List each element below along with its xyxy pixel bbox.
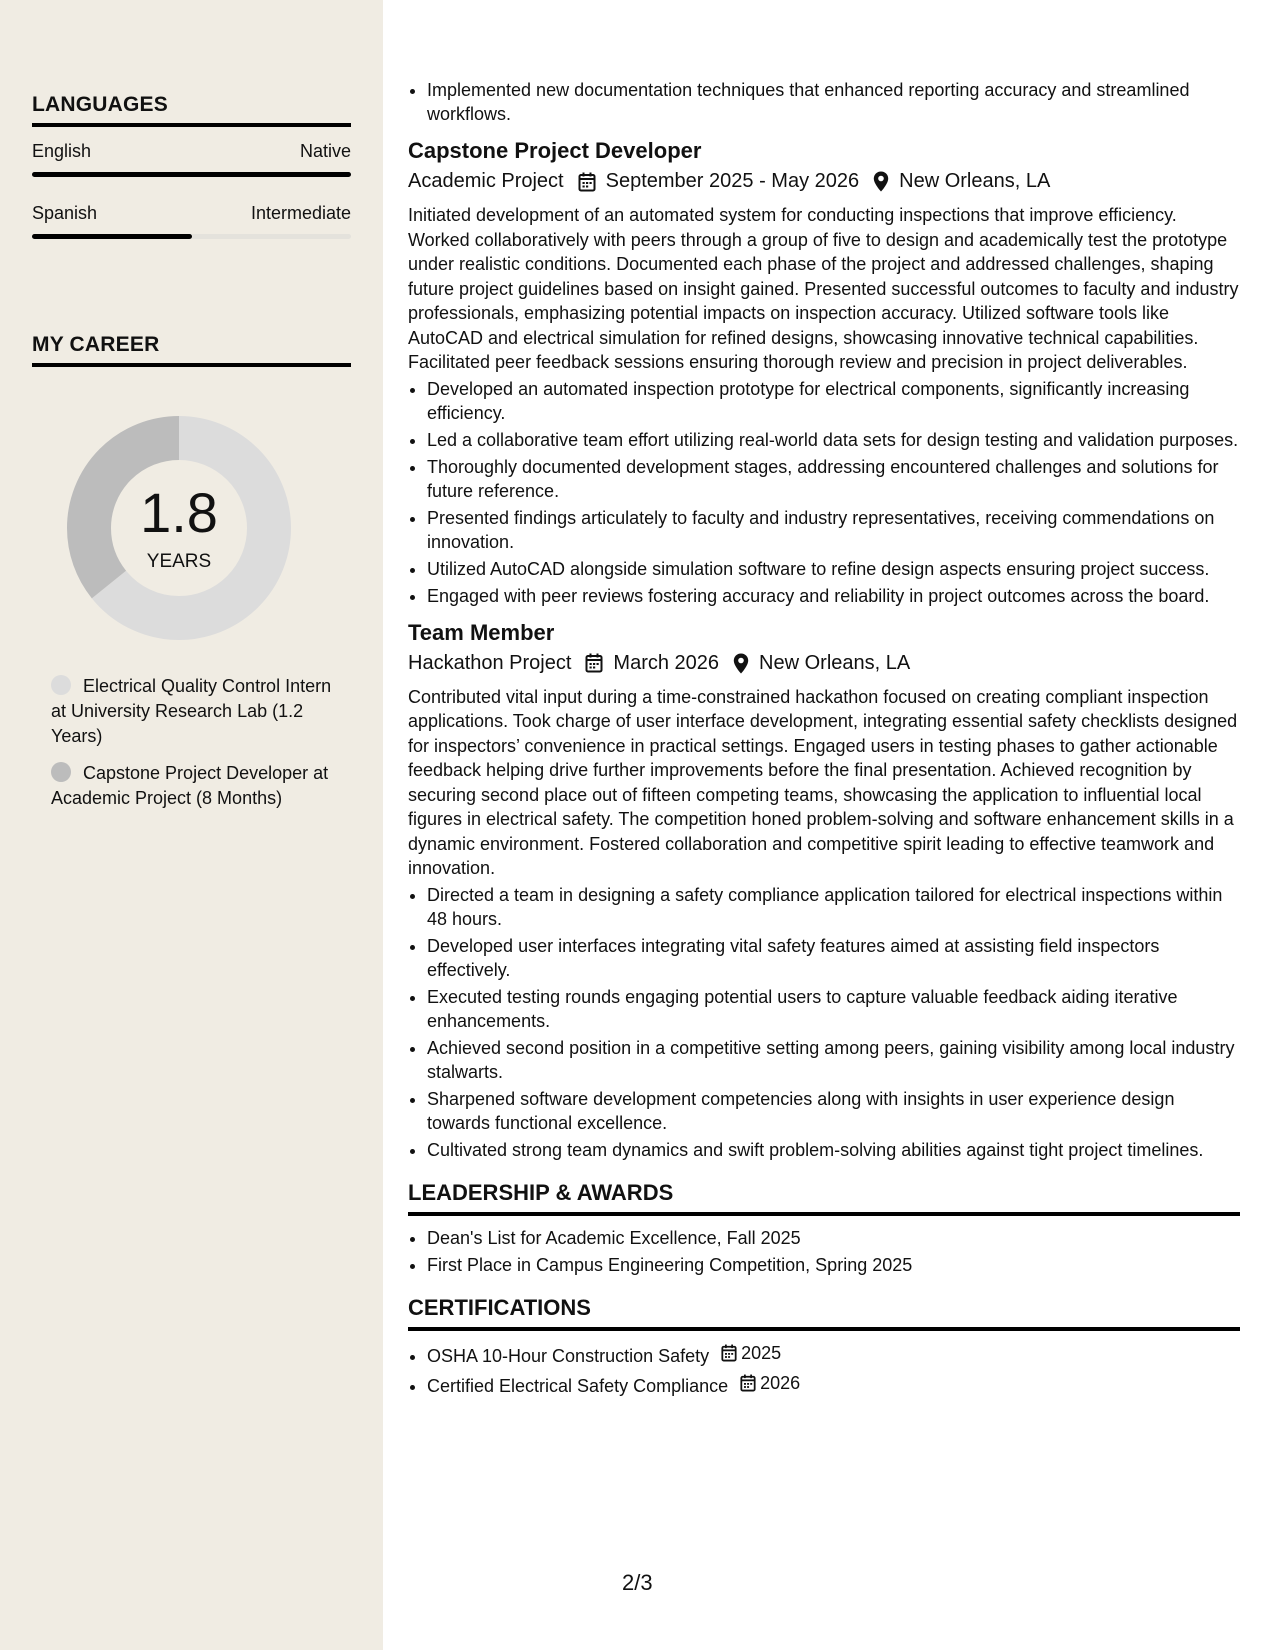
career-legend-text: Electrical Quality Control Intern at University Research Lab (1.2 Years) (51, 676, 332, 746)
languages-section (32, 93, 351, 239)
job-meta (408, 652, 1240, 675)
certification-name: OSHA 10-Hour Construction Safety (427, 1345, 710, 1366)
language-level: Native (299, 141, 351, 161)
language-proficiency-bar (32, 234, 351, 239)
language-item (32, 141, 351, 177)
bullet-item: • Sharpened software development competencies along with insights in user experience design towards functional excellence. (427, 1087, 1240, 1135)
certification-year: 2025 (741, 1342, 782, 1363)
career-legend-item (51, 761, 341, 811)
bullet-item: • Led a collaborative team effort utilizing real-world data sets for design testing and validation purposes. (427, 428, 1240, 452)
certification-item (427, 1341, 1240, 1368)
career-legend-item (51, 674, 341, 749)
calendar-icon (721, 1344, 737, 1362)
sidebar (0, 0, 383, 1650)
job-bullets (408, 883, 1240, 1162)
certifications-section (408, 1295, 1240, 1398)
career-heading: MY CAREER (32, 333, 351, 367)
language-proficiency-fill (32, 172, 351, 177)
awards-section (408, 1180, 1240, 1277)
career-section (32, 333, 351, 367)
job-meta (408, 170, 1240, 193)
career-years-label: YEARS (146, 551, 212, 572)
bullet-item: • Engaged with peer reviews fostering accuracy and reliability in project outcomes across the board. (427, 584, 1240, 608)
bullet-item: • Directed a team in designing a safety compliance application tailored for electrical inspections within 48 hours. (427, 883, 1240, 931)
certification-item (427, 1371, 1240, 1398)
job-entry (408, 620, 1240, 1162)
bullet-item: • Cultivated strong team dynamics and swift problem-solving abilities against tight project timelines. (427, 1138, 1240, 1162)
job-title: Team Member (408, 619, 555, 645)
page-number: 2/3 (622, 1570, 653, 1595)
job-bullets (408, 377, 1240, 608)
award-item: • Dean's List for Academic Excellence, Fall 2025 (427, 1226, 1240, 1250)
job-title: Capstone Project Developer (408, 138, 702, 163)
language-proficiency-bar (32, 172, 351, 177)
language-item (32, 203, 351, 239)
bullet-item: • Presented findings articulately to faculty and industry representatives, receiving commendations on innovation. (427, 506, 1240, 554)
job-location: New Orleans, LA (759, 651, 911, 674)
continued-bullets (408, 78, 1240, 126)
job-description: Initiated development of an automated system for conducting inspections that improve efficiency. Worked collaboratively with peers through a group of five to design and academically test the prototype under realistic conditions. Documented each phase of the project and addressed challenges, shaping future project guidelines based on insight gained. Presented successful outcomes to faculty and industry professionals, emphasizing potential impacts on inspection accuracy. Utilized software tools like AutoCAD and electrical simulation for refined designs, showcasing innovative technical capabilities. Facilitated peer feedback sessions ensuring thorough review and precision in project deliverables. (408, 205, 1239, 372)
career-total-years: 1.8 (140, 481, 218, 544)
award-item: • First Place in Campus Engineering Competition, Spring 2025 (427, 1253, 1240, 1277)
main-content (408, 78, 1240, 1401)
legend-dot (51, 762, 71, 782)
bullet-item: • Implemented new documentation techniques that enhanced reporting accuracy and streamlined workflows. (427, 78, 1240, 126)
career-donut-chart (66, 415, 292, 641)
calendar-icon (578, 172, 596, 192)
job-org: Academic Project (408, 170, 564, 192)
bullet-item: • Thoroughly documented development stages, addressing encountered challenges and solutions for future reference. (427, 455, 1240, 503)
language-level: Intermediate (250, 203, 351, 223)
language-proficiency-fill (32, 234, 192, 239)
bullet-item: • Developed user interfaces integrating vital safety features aimed at assisting field inspectors effectively. (427, 934, 1240, 982)
career-legend-text: Capstone Project Developer at Academic Project (8 Months) (51, 763, 329, 808)
career-legend (51, 674, 341, 823)
job-dates: March 2026 (613, 651, 720, 674)
language-name: Spanish (32, 203, 98, 223)
calendar-icon (740, 1374, 756, 1392)
job-org: Hackathon Project (408, 651, 572, 674)
awards-list (408, 1226, 1240, 1277)
bullet-item: • Executed testing rounds engaging potential users to capture valuable feedback aiding iterative enhancements. (427, 985, 1240, 1033)
language-name: English (32, 141, 92, 161)
job-entry (408, 138, 1240, 608)
calendar-icon (585, 653, 603, 673)
map-pin-icon (733, 653, 749, 674)
languages-heading: LANGUAGES (32, 93, 351, 127)
certification-year: 2026 (760, 1372, 801, 1393)
legend-dot (51, 675, 71, 695)
job-location: New Orleans, LA (899, 170, 1051, 192)
certifications-list (408, 1341, 1240, 1398)
bullet-item: • Developed an automated inspection prototype for electrical components, significantly increasing efficiency. (427, 377, 1240, 425)
certification-name: Certified Electrical Safety Compliance (427, 1375, 729, 1396)
certifications-heading: CERTIFICATIONS (408, 1295, 1240, 1331)
job-dates: September 2025 - May 2026 (605, 170, 860, 192)
bullet-item: • Utilized AutoCAD alongside simulation software to refine design aspects ensuring project success. (427, 557, 1240, 581)
awards-heading: LEADERSHIP & AWARDS (408, 1180, 1240, 1216)
map-pin-icon (873, 171, 889, 192)
job-description: Contributed vital input during a time-constrained hackathon focused on creating compliant inspection applications. Took charge of user interface development, integrating essential safety checklists designed for inspectors’ convenience in practical settings. Engaged users in testing phases to gather actionable feedback helping drive further improvements before the final presentation. Achieved recognition by securing second place out of fifteen competing teams, showcasing the application to influential local figures in electrical safety. The competition honed problem-solving and software enhancement skills in a dynamic environment. Fostered collaboration and competitive spirit leading to effective teamwork and innovation. (408, 686, 1238, 878)
bullet-item: • Achieved second position in a competitive setting among peers, gaining visibility among local industry stalwarts. (427, 1036, 1240, 1084)
